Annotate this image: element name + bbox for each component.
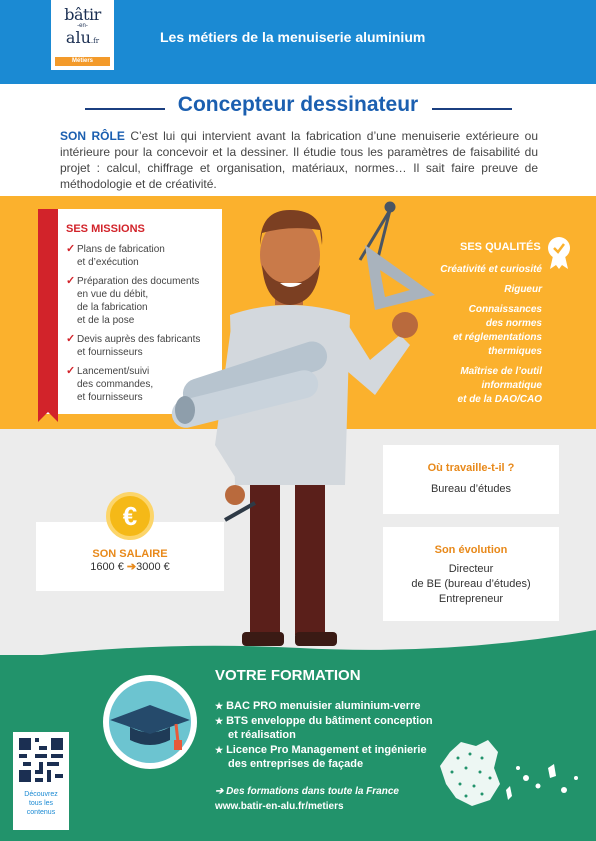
qr-caption-line: tous les: [28, 800, 54, 807]
formation-line: des entreprises de façade: [228, 758, 364, 770]
evolution-line: Directeur: [448, 563, 494, 575]
formation-title: VOTRE FORMATION: [215, 667, 361, 684]
qualities-title: SES QUALITÉS: [460, 241, 541, 253]
role-paragraph: [60, 128, 538, 192]
euro-coin-icon: [106, 492, 154, 540]
logo-tag: Métiers: [55, 57, 110, 66]
formation-item: [215, 699, 455, 713]
france-map-icon: [436, 738, 586, 810]
mission-line: Lancement/suivi: [77, 366, 150, 377]
qr-card[interactable]: [13, 732, 69, 830]
graduation-cap-icon: [100, 672, 200, 772]
mission-line: en vue du débit,: [77, 289, 149, 300]
qr-code-icon[interactable]: [19, 738, 63, 782]
salary-range: [36, 560, 224, 575]
mission-line: Plans de fabrication: [77, 244, 165, 255]
quality-line: et de la DAO/CAO: [457, 394, 542, 405]
formation-note: ➔ Des formations dans toute la France: [215, 786, 399, 797]
header-bar: [0, 0, 596, 84]
quality-line: Connaissances: [468, 304, 542, 315]
formation-item: [215, 714, 455, 742]
qr-caption-line: Découvrez: [24, 791, 58, 798]
qr-caption-line: contenus: [26, 809, 56, 816]
workplace-value: Bureau d’études: [430, 483, 512, 495]
brand-logo[interactable]: [51, 0, 114, 70]
quality-line: informatique: [481, 380, 542, 391]
arrow-icon: ➔: [126, 561, 137, 573]
role-text: C’est lui qui intervient avant la fabrication d’une menuiserie extérieure ou intérieure pour la concevoir et la dessiner. Il étudie tous les paramètres de faisabilité du projet : calcul, chiffrage et organisation, matériaux, normes… Il sait faire preuve de méthodologie et de créativité.: [60, 129, 538, 191]
check-icon: ✓: [66, 275, 76, 287]
quality-item: [382, 263, 542, 277]
logo-line1: bâtir: [64, 5, 101, 24]
logo-line3: [51, 30, 114, 49]
star-icon: ★: [215, 745, 224, 755]
mission-line: Préparation des documents: [77, 276, 200, 287]
evolution-title: Son évolution: [434, 544, 508, 556]
ribbon-icon: [38, 209, 58, 422]
formation-line: BTS enveloppe du bâtiment conception: [226, 715, 433, 727]
salary-to: 3000 €: [136, 561, 170, 573]
page-title: Concepteur dessinateur: [177, 93, 419, 116]
formation-link[interactable]: www.batir-en-alu.fr/metiers: [215, 801, 344, 812]
workplace-title: Où travaille-t-il ?: [427, 462, 515, 474]
salary-title: SON SALAIRE: [92, 548, 168, 560]
set-square-icon: [365, 245, 435, 310]
quality-line: Créativité et curiosité: [440, 264, 542, 275]
workplace-card: [383, 445, 559, 514]
logo-line2: -en-: [77, 23, 88, 29]
header-title: Les métiers de la menuiserie aluminium: [160, 29, 426, 45]
quality-line: et réglementations: [453, 332, 542, 343]
logo-tld: .fr: [90, 37, 100, 45]
quality-item: [382, 283, 542, 297]
mission-line: et d’exécution: [77, 257, 139, 268]
evolution-card: [383, 527, 559, 621]
star-icon: ★: [215, 716, 224, 726]
formation-line: BAC PRO menuisier aluminium-verre: [226, 700, 421, 712]
mission-line: Devis auprès des fabricants: [77, 334, 201, 345]
mission-line: et fournisseurs: [77, 347, 143, 358]
rosette-icon: [546, 236, 572, 270]
salary-from: 1600 €: [90, 561, 124, 573]
quality-line: des normes: [485, 318, 542, 329]
evolution-line: de BE (bureau d’études): [411, 578, 531, 590]
logo-alu: alu: [65, 28, 91, 47]
check-icon: ✓: [66, 333, 76, 345]
formation-item: [215, 743, 455, 771]
quality-line: thermiques: [488, 346, 542, 357]
quality-item: [382, 365, 542, 407]
euro-symbol: €: [122, 501, 138, 531]
quality-line: Maîtrise de l’outil: [460, 366, 542, 377]
star-icon: ★: [215, 701, 224, 711]
check-icon: ✓: [66, 365, 76, 377]
mission-line: et fournisseurs: [77, 392, 143, 403]
formation-line: et réalisation: [228, 729, 296, 741]
missions-title: SES MISSIONS: [66, 223, 145, 235]
evolution-line: Entrepreneur: [438, 593, 504, 605]
formation-line: Licence Pro Management et ingénierie: [226, 744, 427, 756]
quality-item: [382, 303, 542, 359]
mission-line: et de la pose: [77, 315, 135, 326]
qr-caption: [13, 790, 69, 817]
role-lead: SON RÔLE: [60, 129, 125, 143]
quality-line: Rigueur: [504, 284, 542, 295]
mission-line: des commandes,: [77, 379, 154, 390]
mission-line: de la fabrication: [77, 302, 148, 313]
check-icon: ✓: [66, 243, 76, 255]
